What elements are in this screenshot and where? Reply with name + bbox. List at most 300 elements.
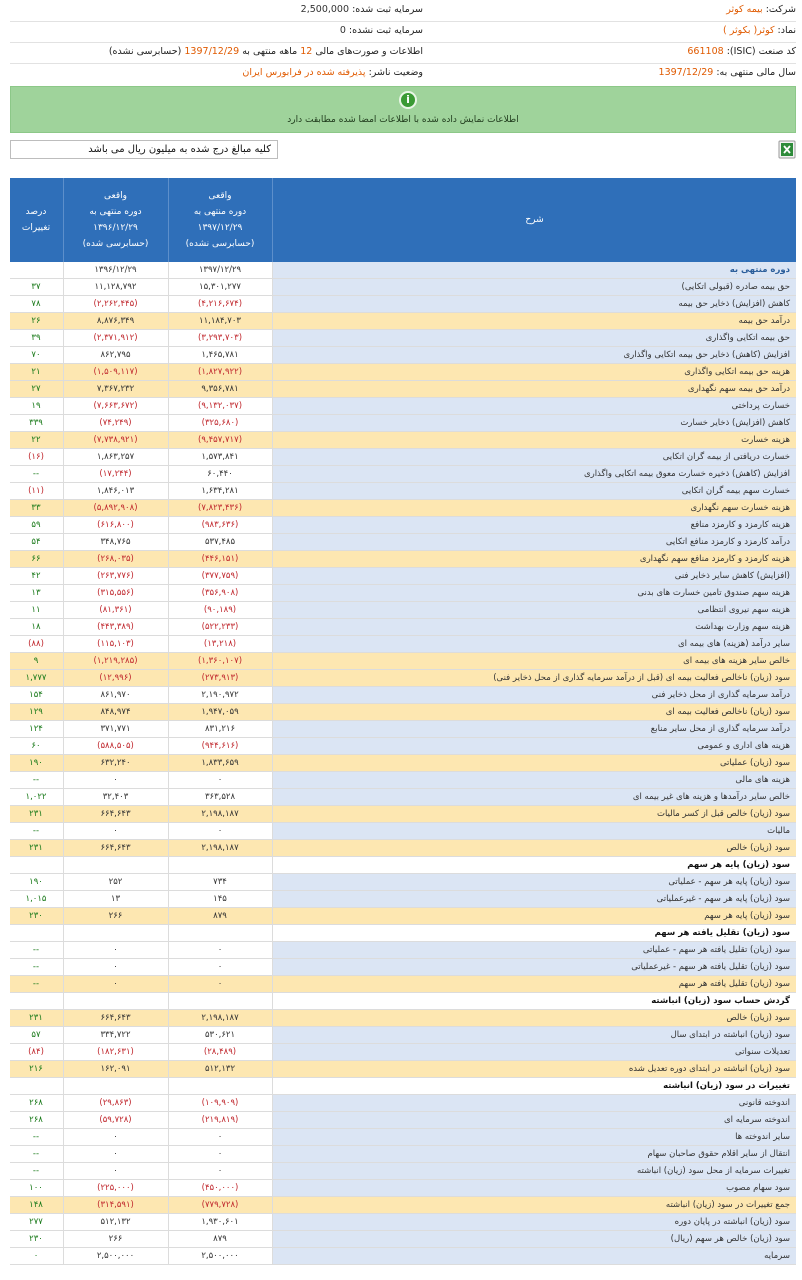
table-row bbox=[10, 1095, 796, 1112]
isic-field: کد صنعت (ISIC): 661108 bbox=[687, 46, 796, 57]
table-row bbox=[10, 942, 796, 959]
value-current: ۲,۵۰۰,۰۰۰ bbox=[168, 1248, 273, 1264]
row-description: سود (زیان) تقلیل یافته هر سهم bbox=[273, 976, 796, 992]
change-percent: ۱۲۹ bbox=[9, 704, 64, 720]
row-description: مالیات bbox=[273, 823, 796, 839]
value-previous: (۷۴,۲۴۹) bbox=[63, 415, 169, 431]
change-percent: ۳۹ bbox=[9, 330, 64, 346]
change-percent: ۱۲۴ bbox=[9, 721, 64, 737]
value-previous: ۵۱۲,۱۳۲ bbox=[63, 1214, 169, 1230]
symbol-value: کوثر( بکوثر ) bbox=[723, 25, 775, 36]
table-row bbox=[10, 1163, 796, 1180]
value-current: (۹۴۴,۶۱۶) bbox=[168, 738, 273, 754]
table-row bbox=[10, 585, 796, 602]
value-current: ۲,۱۹۸,۱۸۷ bbox=[168, 1010, 273, 1026]
table-header bbox=[10, 178, 796, 262]
value-current: ۰ bbox=[168, 823, 273, 839]
row-description: هزینه های مالی bbox=[273, 772, 796, 788]
row-description: سود (زیان) پایه هر سهم bbox=[273, 857, 796, 873]
change-percent bbox=[9, 925, 64, 941]
change-percent: ۵۴ bbox=[9, 534, 64, 550]
row-description: سود سهام مصوب bbox=[273, 1180, 796, 1196]
value-current: (۹۰,۱۸۹) bbox=[168, 602, 273, 618]
value-previous: ۸۶۱,۹۷۰ bbox=[63, 687, 169, 703]
value-current: ۱۱,۱۸۴,۷۰۳ bbox=[168, 313, 273, 329]
change-percent: -- bbox=[9, 772, 64, 788]
currency-notice: کلیه مبالغ درج شده به میلیون ریال می باشد bbox=[10, 140, 278, 159]
row-description: هزینه سهم وزارت بهداشت bbox=[273, 619, 796, 635]
table-row bbox=[10, 1248, 796, 1265]
change-percent: ۱۹ bbox=[9, 398, 64, 414]
row-description: سود (زیان) تقلیل یافته هر سهم - غیرعملیاتی bbox=[273, 959, 796, 975]
table-row bbox=[10, 517, 796, 534]
value-previous: ۱۶۲,۰۹۱ bbox=[63, 1061, 169, 1077]
row-description: هزینه خسارت bbox=[273, 432, 796, 448]
table-row bbox=[10, 823, 796, 840]
table-row bbox=[10, 789, 796, 806]
table-row bbox=[10, 1044, 796, 1061]
table-row bbox=[10, 432, 796, 449]
change-percent: ۱۱ bbox=[9, 602, 64, 618]
row-description: دوره منتهی به bbox=[273, 262, 796, 278]
row-description: سایر اندوخته ها bbox=[273, 1129, 796, 1145]
value-previous: ۰ bbox=[63, 959, 169, 975]
value-previous: (۲۶۸,۰۳۵) bbox=[63, 551, 169, 567]
value-previous: (۲,۳۷۱,۹۱۲) bbox=[63, 330, 169, 346]
value-current: (۹۸۳,۶۳۶) bbox=[168, 517, 273, 533]
table-row bbox=[10, 466, 796, 483]
change-percent: (۸۸) bbox=[9, 636, 64, 652]
change-percent: ۵۷ bbox=[9, 1027, 64, 1043]
value-previous: ۳۴۸,۷۶۵ bbox=[63, 534, 169, 550]
change-percent: ۱۵۴ bbox=[9, 687, 64, 703]
change-percent: ۰ bbox=[9, 1248, 64, 1264]
value-current: ۸۷۹ bbox=[168, 908, 273, 924]
value-previous: ۰ bbox=[63, 823, 169, 839]
value-current: ۵۱۲,۱۳۲ bbox=[168, 1061, 273, 1077]
row-description: اندوخته قانونی bbox=[273, 1095, 796, 1111]
unregistered-capital-value: 0 bbox=[339, 25, 346, 36]
table-row bbox=[10, 653, 796, 670]
value-previous: ۰ bbox=[63, 1146, 169, 1162]
value-current: ۱۵,۳۰۱,۲۷۷ bbox=[168, 279, 273, 295]
table-row bbox=[10, 1061, 796, 1078]
table-row bbox=[10, 415, 796, 432]
change-percent: -- bbox=[9, 942, 64, 958]
value-previous: ۱۳ bbox=[63, 891, 169, 907]
value-previous: ۱۳۹۶/۱۲/۲۹ bbox=[63, 262, 169, 278]
value-current: (۳,۲۹۳,۷۰۳) bbox=[168, 330, 273, 346]
table-row bbox=[10, 1078, 796, 1095]
value-current: (۴۵۰,۰۰۰) bbox=[168, 1180, 273, 1196]
row-description: سود (زیان) خالص قبل از کسر مالیات bbox=[273, 806, 796, 822]
header-row-4 bbox=[10, 67, 796, 85]
table-row bbox=[10, 772, 796, 789]
table-row bbox=[10, 857, 796, 874]
row-description: سود (زیان) پایه هر سهم - عملیاتی bbox=[273, 874, 796, 890]
row-description: هزینه کارمزد و کارمزد منافع bbox=[273, 517, 796, 533]
change-percent: ۱,۰۱۵ bbox=[9, 891, 64, 907]
divider bbox=[10, 63, 796, 64]
table-row bbox=[10, 449, 796, 466]
row-description: خسارت دریافتی از بیمه گران اتکایی bbox=[273, 449, 796, 465]
row-description: سایر درآمد (هزینه) های بیمه ای bbox=[273, 636, 796, 652]
row-description: انتقال از سایر اقلام حقوق صاحبان سهام bbox=[273, 1146, 796, 1162]
change-percent: ۵۹ bbox=[9, 517, 64, 533]
table-row bbox=[10, 500, 796, 517]
alert-message: اطلاعات نمایش داده شده با اطلاعات امضا شده مطابقت دارد bbox=[287, 115, 519, 125]
table-row bbox=[10, 296, 796, 313]
value-current: (۳۲۵,۶۸۰) bbox=[168, 415, 273, 431]
header-row-2 bbox=[10, 25, 796, 43]
value-current: (۷,۸۲۳,۴۳۶) bbox=[168, 500, 273, 516]
table-row bbox=[10, 636, 796, 653]
value-current: (۹,۱۳۲,۰۳۷) bbox=[168, 398, 273, 414]
change-percent bbox=[9, 857, 64, 873]
change-percent: ۲۳۱ bbox=[9, 840, 64, 856]
row-description: تعدیلات سنواتی bbox=[273, 1044, 796, 1060]
value-current: ۱,۹۳۰,۶۰۱ bbox=[168, 1214, 273, 1230]
value-previous: ۳۲,۴۰۳ bbox=[63, 789, 169, 805]
row-description: سود (زیان) پایه هر سهم - غیرعملیاتی bbox=[273, 891, 796, 907]
value-previous: ۰ bbox=[63, 1163, 169, 1179]
table-row bbox=[10, 874, 796, 891]
value-previous: ۰ bbox=[63, 772, 169, 788]
column-header-change-percent: درصد تغییرات bbox=[9, 178, 64, 262]
table-row bbox=[10, 483, 796, 500]
value-previous: (۳۱۴,۵۹۱) bbox=[63, 1197, 169, 1213]
table-row bbox=[10, 364, 796, 381]
value-previous: (۱۸۲,۶۳۱) bbox=[63, 1044, 169, 1060]
fiscal-year-field: سال مالی منتهی به: 1397/12/29 bbox=[658, 67, 796, 78]
change-percent: -- bbox=[9, 1146, 64, 1162]
row-description: خسارت پرداختی bbox=[273, 398, 796, 414]
value-previous bbox=[63, 993, 169, 1009]
change-percent: -- bbox=[9, 1163, 64, 1179]
publisher-status-value: پذیرفته شده در فرابورس ایران bbox=[242, 67, 366, 78]
header-row-3 bbox=[10, 46, 796, 64]
value-previous: (۲۹,۸۶۳) bbox=[63, 1095, 169, 1111]
table-row bbox=[10, 738, 796, 755]
header-row-1 bbox=[10, 4, 796, 22]
table-row bbox=[10, 1231, 796, 1248]
change-percent: ۱,۰۲۲ bbox=[9, 789, 64, 805]
value-current: (۱,۸۲۷,۹۲۲) bbox=[168, 364, 273, 380]
table-row bbox=[10, 840, 796, 857]
table-row bbox=[10, 1146, 796, 1163]
row-description: (افزایش) کاهش سایر ذخایر فنی bbox=[273, 568, 796, 584]
row-description: جمع تغییرات در سود (زیان) انباشته bbox=[273, 1197, 796, 1213]
value-current: ۰ bbox=[168, 1129, 273, 1145]
value-previous: (۵۹,۷۲۸) bbox=[63, 1112, 169, 1128]
value-current: (۴,۲۱۶,۶۷۴) bbox=[168, 296, 273, 312]
change-percent: -- bbox=[9, 959, 64, 975]
value-current: ۲,۱۹۰,۹۷۲ bbox=[168, 687, 273, 703]
change-percent: ۲۳۰ bbox=[9, 1231, 64, 1247]
value-previous: (۵۸۸,۵۰۵) bbox=[63, 738, 169, 754]
value-current: ۱۳۹۷/۱۲/۲۹ bbox=[168, 262, 273, 278]
period-info: اطلاعات و صورت‌های مالی 12 ماهه منتهی به 1397/12/29 (حسابرسی نشده) bbox=[108, 46, 423, 57]
value-current: (۲۱۹,۸۱۹) bbox=[168, 1112, 273, 1128]
change-percent: ۲۲ bbox=[9, 432, 64, 448]
row-description: هزینه های اداری و عمومی bbox=[273, 738, 796, 754]
value-previous: ۱,۸۶۳,۲۵۷ bbox=[63, 449, 169, 465]
table-row bbox=[10, 687, 796, 704]
value-previous: ۶۶۴,۶۴۳ bbox=[63, 840, 169, 856]
value-previous: ۰ bbox=[63, 942, 169, 958]
row-description: درآمد حق بیمه bbox=[273, 313, 796, 329]
unregistered-capital-field: سرمایه ثبت نشده: 0 bbox=[339, 25, 423, 36]
value-previous: (۱۲,۹۹۶) bbox=[63, 670, 169, 686]
change-percent: ۲۳۰ bbox=[9, 908, 64, 924]
row-description: سود (زیان) ناخالص فعالیت بیمه ای bbox=[273, 704, 796, 720]
value-previous: ۸,۸۷۶,۳۴۹ bbox=[63, 313, 169, 329]
value-current: ۲,۱۹۸,۱۸۷ bbox=[168, 806, 273, 822]
value-current: ۹,۳۵۶,۷۸۱ bbox=[168, 381, 273, 397]
table-row bbox=[10, 755, 796, 772]
change-percent: ۱۴۸ bbox=[9, 1197, 64, 1213]
value-current: ۰ bbox=[168, 976, 273, 992]
value-previous: (۷,۷۳۸,۹۲۱) bbox=[63, 432, 169, 448]
value-current: ۷۳۴ bbox=[168, 874, 273, 890]
table-row bbox=[10, 1010, 796, 1027]
value-current: ۱,۴۶۵,۷۸۱ bbox=[168, 347, 273, 363]
symbol-field: نماد: کوثر( بکوثر ) bbox=[723, 25, 796, 36]
value-previous: (۵,۸۹۲,۹۰۸) bbox=[63, 500, 169, 516]
row-description: کاهش (افزایش) ذخایر خسارت bbox=[273, 415, 796, 431]
change-percent: ۳۳۹ bbox=[9, 415, 64, 431]
value-current: ۶۰,۴۴۰ bbox=[168, 466, 273, 482]
table-row bbox=[10, 670, 796, 687]
table-row bbox=[10, 398, 796, 415]
row-description: خالص سایر درآمدها و هزینه های غیر بیمه ای bbox=[273, 789, 796, 805]
value-previous: (۲۲۵,۰۰۰) bbox=[63, 1180, 169, 1196]
value-previous: ۲,۵۰۰,۰۰۰ bbox=[63, 1248, 169, 1264]
change-percent: ۹ bbox=[9, 653, 64, 669]
value-current: ۰ bbox=[168, 942, 273, 958]
row-description: سود (زیان) پایه هر سهم bbox=[273, 908, 796, 924]
divider bbox=[10, 21, 796, 22]
value-previous: (۷,۶۶۳,۶۷۲) bbox=[63, 398, 169, 414]
table-row bbox=[10, 1112, 796, 1129]
row-description: سرمایه bbox=[273, 1248, 796, 1264]
value-current: (۳۷۷,۷۵۹) bbox=[168, 568, 273, 584]
change-percent: ۴۲ bbox=[9, 568, 64, 584]
row-description: درآمد سرمایه گذاری از محل ذخایر فنی bbox=[273, 687, 796, 703]
value-previous: (۱۷,۲۴۴) bbox=[63, 466, 169, 482]
row-description: تغییرات سرمایه از محل سود (زیان) انباشته bbox=[273, 1163, 796, 1179]
value-current: (۲۷۳,۹۱۳) bbox=[168, 670, 273, 686]
row-description: افزایش (کاهش) ذخایر حق بیمه اتکایی واگذاری bbox=[273, 347, 796, 363]
change-percent: ۱۹۰ bbox=[9, 755, 64, 771]
excel-export-icon[interactable] bbox=[778, 140, 796, 159]
value-previous: ۱۱,۱۲۸,۷۹۲ bbox=[63, 279, 169, 295]
value-previous bbox=[63, 925, 169, 941]
change-percent: ۷۰ bbox=[9, 347, 64, 363]
registered-capital-field: سرمایه ثبت شده: 2,500,000 bbox=[300, 4, 423, 15]
value-current: ۱۴۵ bbox=[168, 891, 273, 907]
change-percent: ۲۷۷ bbox=[9, 1214, 64, 1230]
value-current: ۰ bbox=[168, 772, 273, 788]
column-header-current-period: واقعی دوره منتهی به ۱۳۹۷/۱۲/۲۹ (حسابرسی نشده) bbox=[168, 178, 273, 262]
change-percent: ۲۱ bbox=[9, 364, 64, 380]
value-previous: ۲۶۶ bbox=[63, 1231, 169, 1247]
value-current: ۵۳۰,۶۲۱ bbox=[168, 1027, 273, 1043]
change-percent: ۲۱۶ bbox=[9, 1061, 64, 1077]
row-description: تغییرات در سود (زیان) انباشته bbox=[273, 1078, 796, 1094]
table-row bbox=[10, 568, 796, 585]
table-row bbox=[10, 1180, 796, 1197]
value-current: ۸۳۱,۲۱۶ bbox=[168, 721, 273, 737]
change-percent: ۱,۷۷۷ bbox=[9, 670, 64, 686]
column-header-description: شرح bbox=[525, 215, 544, 225]
value-current: ۱,۹۴۷,۰۵۹ bbox=[168, 704, 273, 720]
row-description: سود (زیان) تقلیل یافته هر سهم - عملیاتی bbox=[273, 942, 796, 958]
change-percent: (۱۶) bbox=[9, 449, 64, 465]
value-previous: ۳۷۱,۷۷۱ bbox=[63, 721, 169, 737]
table-row bbox=[10, 313, 796, 330]
change-percent: ۱۳ bbox=[9, 585, 64, 601]
value-previous: ۸۴۸,۹۷۴ bbox=[63, 704, 169, 720]
table-row bbox=[10, 891, 796, 908]
value-previous bbox=[63, 1078, 169, 1094]
value-previous: ۸۶۲,۷۹۵ bbox=[63, 347, 169, 363]
table-row bbox=[10, 993, 796, 1010]
row-description: افزایش (کاهش) ذخیره خسارت معوق بیمه اتکایی واگذاری bbox=[273, 466, 796, 482]
table-row bbox=[10, 1027, 796, 1044]
value-previous: (۸۱,۳۶۱) bbox=[63, 602, 169, 618]
row-description: سود (زیان) انباشته در ابتدای دوره تعدیل شده bbox=[273, 1061, 796, 1077]
table-row bbox=[10, 908, 796, 925]
value-previous: ۱,۸۴۶,۰۱۳ bbox=[63, 483, 169, 499]
table-row bbox=[10, 347, 796, 364]
row-description: سود (زیان) انباشته در ابتدای سال bbox=[273, 1027, 796, 1043]
change-percent: ۲۶۸ bbox=[9, 1112, 64, 1128]
value-previous: ۰ bbox=[63, 976, 169, 992]
table-row bbox=[10, 619, 796, 636]
value-previous: ۰ bbox=[63, 1129, 169, 1145]
change-percent: (۱۱) bbox=[9, 483, 64, 499]
row-description: سود (زیان) انباشته در پایان دوره bbox=[273, 1214, 796, 1230]
table-row bbox=[10, 1129, 796, 1146]
row-description: سود (زیان) تقلیل یافته هر سهم bbox=[273, 925, 796, 941]
change-percent: ۲۶۸ bbox=[9, 1095, 64, 1111]
table-row bbox=[10, 959, 796, 976]
value-previous: ۶۳۲,۲۴۰ bbox=[63, 755, 169, 771]
row-description: سود (زیان) خالص bbox=[273, 840, 796, 856]
change-percent: ۲۳۱ bbox=[9, 1010, 64, 1026]
change-percent: -- bbox=[9, 976, 64, 992]
value-previous: (۱,۵۰۹,۱۱۷) bbox=[63, 364, 169, 380]
value-current: ۰ bbox=[168, 959, 273, 975]
isic-value: 661108 bbox=[687, 46, 724, 57]
row-description: سود (زیان) خالص هر سهم (ریال) bbox=[273, 1231, 796, 1247]
change-percent: ۲۳۱ bbox=[9, 806, 64, 822]
table-row bbox=[10, 721, 796, 738]
row-description: گردش حساب سود (زیان) انباشته bbox=[273, 993, 796, 1009]
table-row bbox=[10, 1214, 796, 1231]
change-percent: -- bbox=[9, 466, 64, 482]
value-current: (۴۴۶,۱۵۱) bbox=[168, 551, 273, 567]
value-previous: ۶۶۴,۶۴۳ bbox=[63, 1010, 169, 1026]
value-current: (۲۸,۴۸۹) bbox=[168, 1044, 273, 1060]
change-percent: -- bbox=[9, 1129, 64, 1145]
value-previous: (۴۴۳,۳۸۹) bbox=[63, 619, 169, 635]
change-percent: ۳۳ bbox=[9, 500, 64, 516]
value-previous: (۱,۲۱۹,۲۸۵) bbox=[63, 653, 169, 669]
row-description: سود (زیان) خالص bbox=[273, 1010, 796, 1026]
table-row bbox=[10, 381, 796, 398]
value-current bbox=[168, 1078, 273, 1094]
value-current: (۱۰۹,۹۰۹) bbox=[168, 1095, 273, 1111]
row-description: هزینه حق بیمه اتکایی واگذاری bbox=[273, 364, 796, 380]
financial-statement-table bbox=[10, 178, 796, 1265]
value-current bbox=[168, 857, 273, 873]
company-name: بیمه کوثر bbox=[726, 4, 763, 15]
value-current: ۱,۵۷۳,۸۴۱ bbox=[168, 449, 273, 465]
value-previous: ۶۶۴,۶۴۳ bbox=[63, 806, 169, 822]
table-row bbox=[10, 1197, 796, 1214]
value-current: (۷۷۹,۷۲۸) bbox=[168, 1197, 273, 1213]
table-row bbox=[10, 602, 796, 619]
row-description: کاهش (افزایش) ذخایر حق بیمه bbox=[273, 296, 796, 312]
change-percent: ۱۸ bbox=[9, 619, 64, 635]
value-previous: ۷,۳۶۷,۲۳۲ bbox=[63, 381, 169, 397]
value-current: ۰ bbox=[168, 1163, 273, 1179]
column-header-previous-period: واقعی دوره منتهی به ۱۳۹۶/۱۲/۲۹ (حسابرسی شده) bbox=[63, 178, 169, 262]
row-description: درآمد کارمزد و کارمزد منافع اتکایی bbox=[273, 534, 796, 550]
table-row bbox=[10, 551, 796, 568]
value-current: (۱۳,۲۱۸) bbox=[168, 636, 273, 652]
value-current bbox=[168, 993, 273, 1009]
value-previous: (۶۱۶,۸۰۰) bbox=[63, 517, 169, 533]
value-current: (۱,۳۶۰,۱۰۷) bbox=[168, 653, 273, 669]
value-current bbox=[168, 925, 273, 941]
registered-capital-value: 2,500,000 bbox=[300, 4, 350, 15]
fiscal-year-value: 1397/12/29 bbox=[658, 67, 714, 78]
value-current: ۲,۱۹۸,۱۸۷ bbox=[168, 840, 273, 856]
row-description: هزینه خسارت سهم نگهداری bbox=[273, 500, 796, 516]
row-description: درآمد حق بیمه سهم نگهداری bbox=[273, 381, 796, 397]
value-current: ۸۷۹ bbox=[168, 1231, 273, 1247]
row-description: هزینه سهم صندوق تامین خسارت های بدنی bbox=[273, 585, 796, 601]
table-row bbox=[10, 330, 796, 347]
value-previous bbox=[63, 857, 169, 873]
row-description: هزینه کارمزد و کارمزد منافع سهم نگهداری bbox=[273, 551, 796, 567]
change-percent: ۱۰۰ bbox=[9, 1180, 64, 1196]
table-row bbox=[10, 704, 796, 721]
table-row bbox=[10, 976, 796, 993]
value-current: ۱,۶۳۴,۲۸۱ bbox=[168, 483, 273, 499]
value-previous: (۲۶۳,۷۷۶) bbox=[63, 568, 169, 584]
row-description: سود (زیان) عملیاتی bbox=[273, 755, 796, 771]
value-current: ۳۶۳,۵۲۸ bbox=[168, 789, 273, 805]
change-percent: ۱۹۰ bbox=[9, 874, 64, 890]
value-current: (۵۲۲,۲۳۳) bbox=[168, 619, 273, 635]
value-previous: ۲۶۶ bbox=[63, 908, 169, 924]
value-previous: (۳۱۵,۵۵۶) bbox=[63, 585, 169, 601]
change-percent bbox=[9, 262, 64, 278]
divider bbox=[10, 42, 796, 43]
table-row bbox=[10, 806, 796, 823]
change-percent: -- bbox=[9, 823, 64, 839]
change-percent: ۲۶ bbox=[9, 313, 64, 329]
row-description: حق بیمه اتکایی واگذاری bbox=[273, 330, 796, 346]
signature-match-alert bbox=[10, 86, 796, 133]
value-previous: ۳۳۴,۷۲۲ bbox=[63, 1027, 169, 1043]
row-description: حق بیمه صادره (قبولی اتکایی) bbox=[273, 279, 796, 295]
change-percent: ۳۷ bbox=[9, 279, 64, 295]
